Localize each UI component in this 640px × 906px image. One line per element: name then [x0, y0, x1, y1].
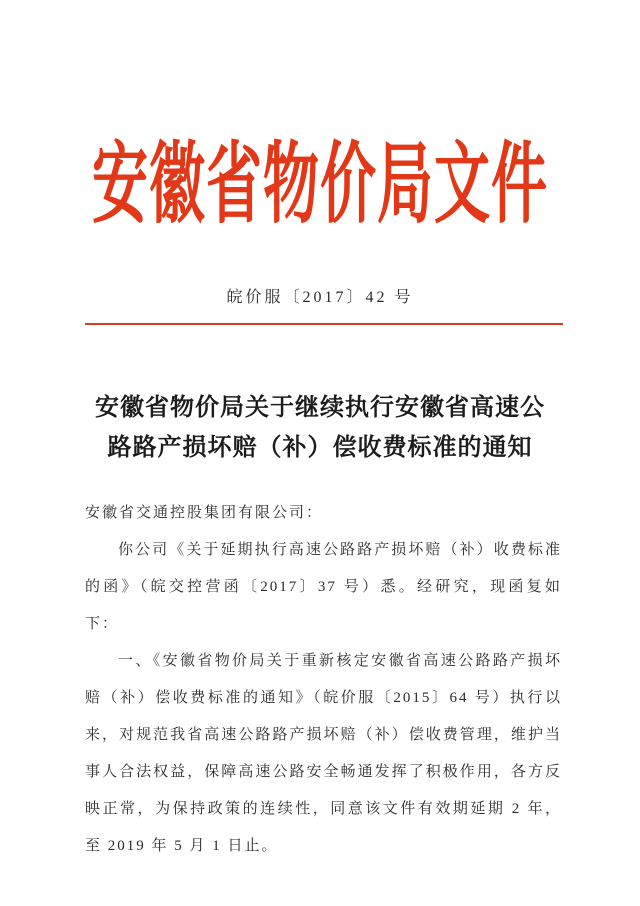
body-paragraph-2: 一、《安徽省物价局关于重新核定安徽省高速公路路产损坏赔（补）偿收费标准的通知》（皖价服〔2015〕64 号）执行以来，对规范我省高速公路路产损坏赔（补）偿收费管理，维护当事人合法权益，保障高速公路安全畅通发挥了积极作用，各方反映正常，为保持政策的连续性，同意该文件有效期延期 2 年，至 2019 年 5 月 1 日止。	[85, 653, 562, 854]
document-title-line-1: 安徽省物价局关于继续执行安徽省高速公	[95, 395, 545, 421]
document-body	[85, 495, 562, 865]
agency-header-title: 安徽省物价局文件	[92, 137, 548, 236]
salutation: 安徽省交通控股集团有限公司：	[85, 505, 324, 521]
document-number: 皖价服〔2017〕42 号	[226, 289, 414, 306]
document-title-line-2: 路路产损坏赔（补）偿收费标准的通知	[107, 435, 533, 461]
document-title	[40, 388, 600, 468]
red-separator-line	[85, 323, 563, 325]
body-paragraph-1: 你公司《关于延期执行高速公路路产损坏赔（补）收费标准的函》（皖交控营函〔2017〕37 号）悉。经研究，现函复如下：	[85, 542, 562, 632]
